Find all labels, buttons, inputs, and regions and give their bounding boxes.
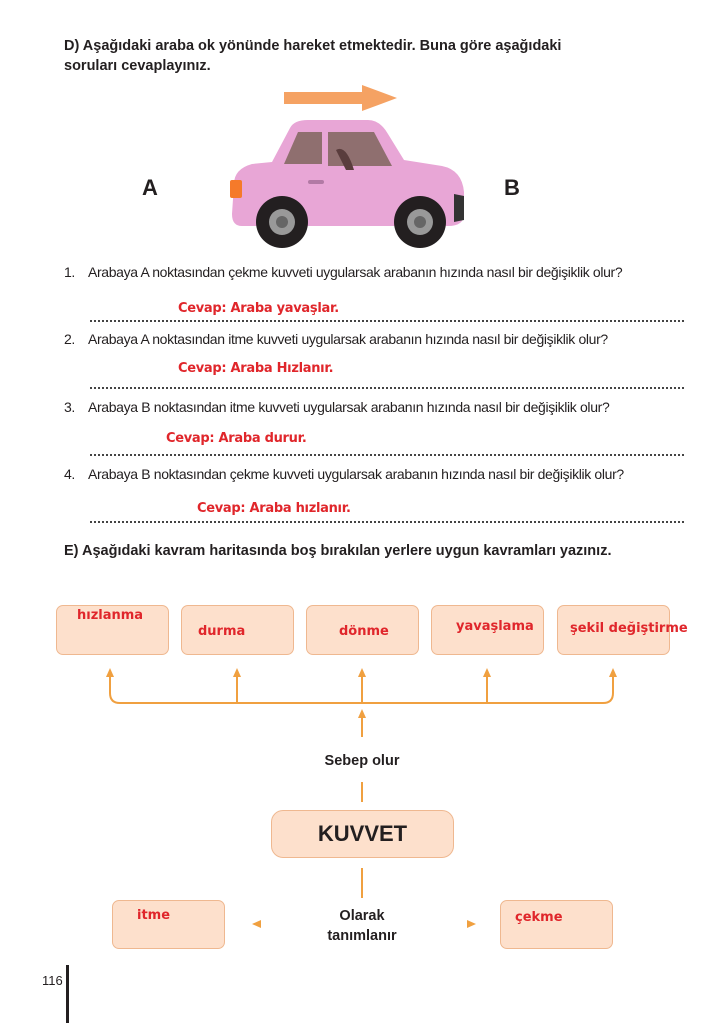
heading-line: soruları cevaplayınız. [64, 58, 211, 74]
question-number: 3. [64, 399, 75, 415]
question-text: Arabaya B noktasından çekme kuvveti uygularsak arabanın hızında nasıl bir değişiklik olur? [88, 466, 624, 482]
concept-box [557, 605, 688, 655]
olarak-tanimlanir-label [302, 906, 422, 946]
concept-text: hızlanma [77, 608, 144, 623]
answer-line [90, 521, 684, 523]
car-illustration [228, 114, 468, 250]
question-number: 1. [64, 264, 75, 280]
answer-line [90, 320, 684, 322]
question-text: Arabaya A noktasından çekme kuvveti uygularsak arabanın hızında nasıl bir değişiklik olur? [88, 264, 623, 280]
label-line: Olarak [339, 908, 385, 924]
answer-text: Cevap: Araba durur. [166, 431, 307, 446]
question-text: Arabaya B noktasından itme kuvveti uygularsak arabanın hızında nasıl bir değişiklik olur? [88, 399, 610, 415]
concept-text: itme [137, 908, 171, 923]
concept-map-arrows [0, 660, 726, 920]
question-number: 4. [64, 466, 75, 482]
concept-box [181, 605, 294, 655]
center-concept-box [271, 810, 454, 858]
answer-line [90, 387, 684, 389]
concept-text: durma [198, 624, 246, 639]
answer-line [90, 454, 684, 456]
section-e-heading: E) Aşağıdaki kavram haritasında boş bırakılan yerlere uygun kavramları yazınız. [64, 543, 612, 559]
concept-box [431, 605, 544, 655]
concept-box [306, 605, 419, 655]
concept-text: dönme [339, 624, 389, 639]
concept-box-cekme [500, 900, 613, 949]
concept-text: yavaşlama [456, 619, 534, 634]
concept-text: çekme [515, 910, 563, 925]
center-concept-text: KUVVET [317, 821, 408, 846]
question-text: Arabaya A noktasından itme kuvveti uygularsak arabanın hızında nasıl bir değişiklik olur? [88, 331, 608, 347]
concept-text: şekil değiştirme [570, 621, 688, 636]
answer-text: Cevap: Araba yavaşlar. [178, 301, 339, 316]
concept-box-itme [112, 900, 225, 949]
label-line: tanımlanır [327, 928, 397, 944]
concept-box [56, 605, 169, 655]
sebep-olur-label: Sebep olur [324, 753, 400, 769]
section-d-heading [64, 36, 561, 76]
answer-text: Cevap: Araba Hızlanır. [178, 361, 334, 376]
direction-arrow-icon [282, 84, 400, 112]
answer-text: Cevap: Araba hızlanır. [197, 501, 351, 516]
page-number: 116 [42, 973, 63, 988]
point-b-label: B [504, 175, 520, 200]
page-divider [66, 965, 69, 1023]
point-a-label: A [142, 175, 158, 200]
question-number: 2. [64, 331, 75, 347]
heading-line: D) Aşağıdaki araba ok yönünde hareket etmektedir. Buna göre aşağıdaki [64, 38, 562, 54]
